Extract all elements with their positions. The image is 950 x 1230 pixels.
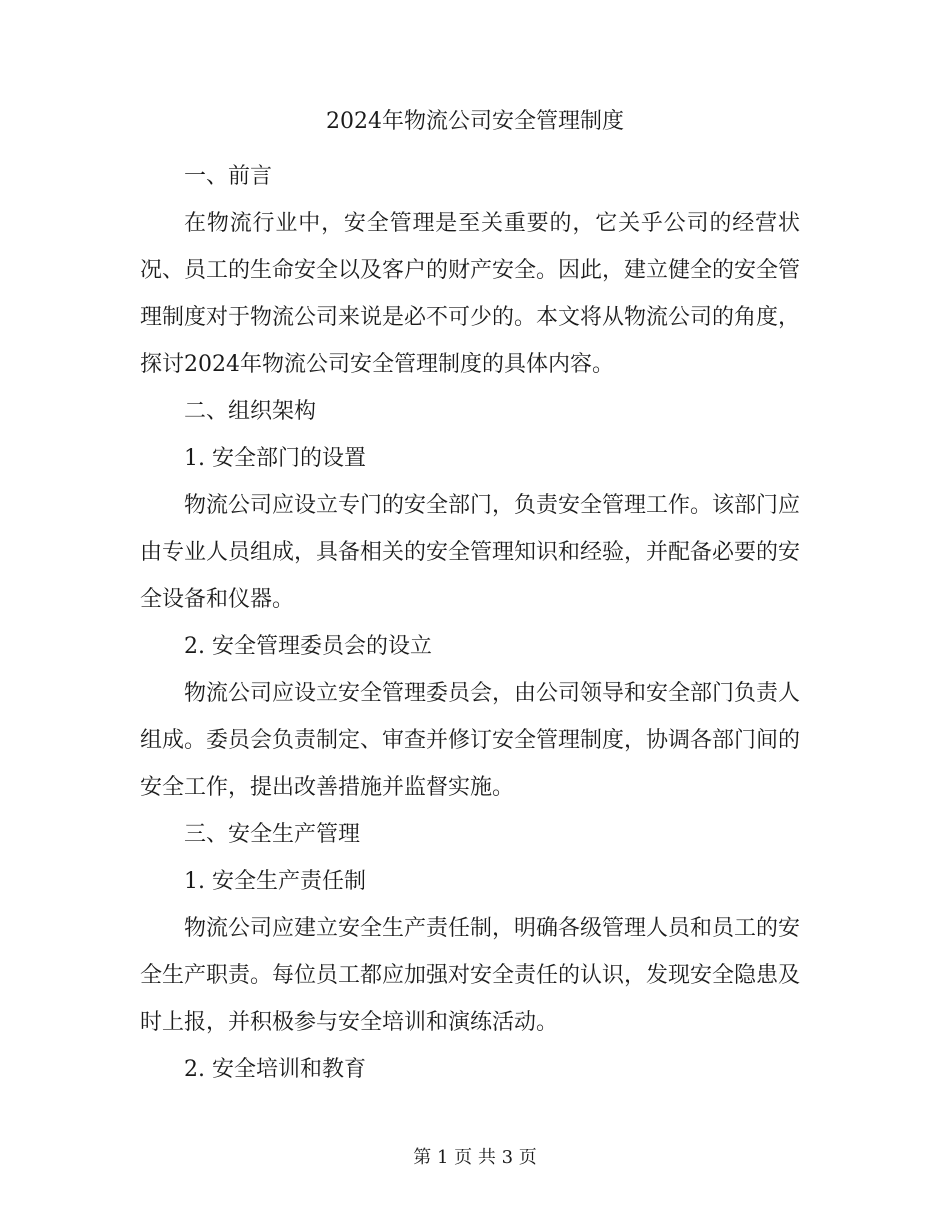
paragraph-safety-department: 物流公司应设立专门的安全部门，负责安全管理工作。该部门应由专业人员组成，具备相关的安全管理知识和经验，并配备必要的安全设备和仪器。 (140, 493, 801, 612)
subheading-safety-department: 1. 安全部门的设置 (184, 446, 366, 471)
section-heading-production: 三、安全生产管理 (184, 822, 361, 847)
page-number-label: 第 1 页 共 3 页 (413, 1147, 537, 1168)
page-footer (0, 1143, 950, 1173)
paragraph-preface: 在物流行业中，安全管理是至关重要的，它关乎公司的经营状况、员工的生命安全以及客户的财产安全。因此，建立健全的安全管理制度对于物流公司来说是必不可少的。本文将从物流公司的角度，探讨2024年物流公司安全管理制度的具体内容。 (140, 211, 801, 377)
paragraph-responsibility: 物流公司应建立安全生产责任制，明确各级管理人员和员工的安全生产职责。每位员工都应加强对安全责任的认识，发现安全隐患及时上报，并积极参与安全培训和演练活动。 (140, 916, 801, 1035)
section-heading-preface: 一、前言 (184, 164, 273, 189)
subheading-safety-committee: 2. 安全管理委员会的设立 (184, 634, 432, 659)
subheading-responsibility: 1. 安全生产责任制 (184, 869, 366, 894)
document-body (140, 153, 800, 1093)
document-title: 2024年物流公司安全管理制度 (326, 109, 624, 134)
section-heading-organization: 二、组织架构 (184, 399, 317, 424)
subheading-training: 2. 安全培训和教育 (184, 1057, 366, 1082)
paragraph-safety-committee: 物流公司应设立安全管理委员会，由公司领导和安全部门负责人组成。委员会负责制定、审查并修订安全管理制度，协调各部门间的安全工作，提出改善措施并监督实施。 (140, 681, 801, 800)
